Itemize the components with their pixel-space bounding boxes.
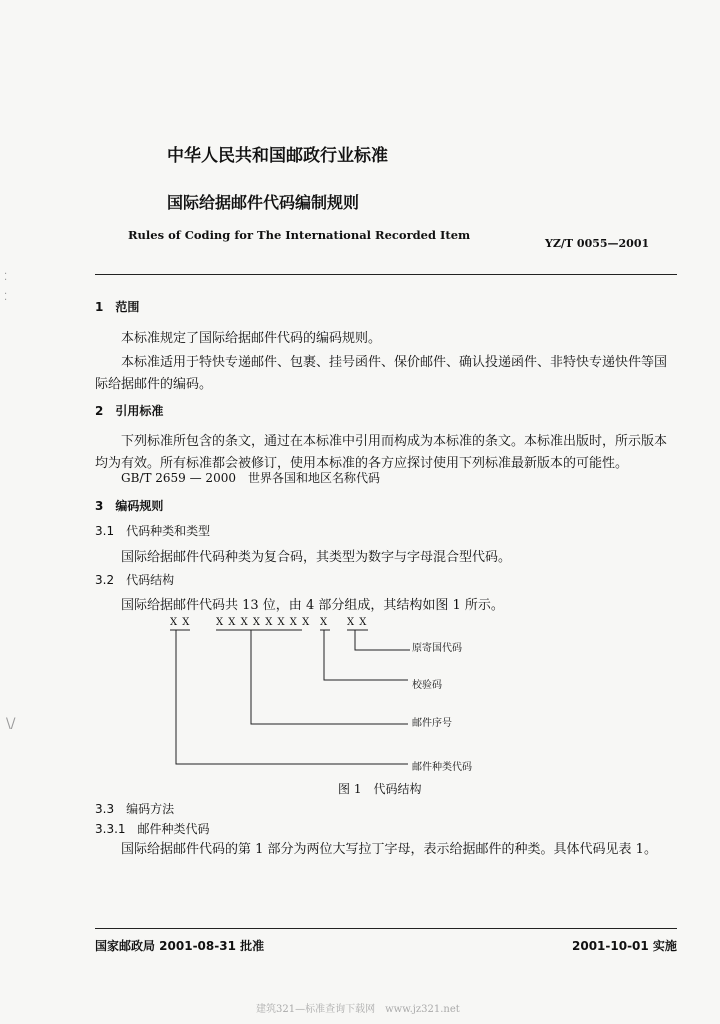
standard-number: YZ/T 0055—2001 (545, 237, 650, 250)
scan-mark-top: ⁚ (4, 272, 8, 283)
section-3-2-heading: 3.2 代码结构 (95, 573, 175, 587)
code-group-serial: X X X X X X X X (216, 617, 311, 628)
leader-origin (355, 630, 410, 650)
section-2-heading: 2 引用标准 (95, 404, 164, 418)
english-title: Rules of Coding for The International Recorded Item (128, 228, 471, 242)
label-origin-country-code: 原寄国代码 (412, 643, 462, 654)
code-group-origin: X X (347, 617, 368, 628)
scan-mark-bottom: \/ (6, 716, 16, 732)
section-3-2-text: 国际给据邮件代码共 13 位，由 4 部分组成，其结构如图 1 所示。 (121, 598, 504, 613)
leader-serial (251, 630, 408, 724)
section-3-1-heading: 3.1 代码种类和类型 (95, 524, 211, 538)
org-title: 中华人民共和国邮政行业标准 (167, 146, 388, 166)
doc-title: 国际给据邮件代码编制规则 (167, 193, 360, 212)
figure-caption: 图 1 代码结构 (338, 782, 422, 796)
footer-rule (95, 928, 677, 929)
label-check-digit: 校验码 (412, 680, 442, 691)
scan-mark-mid: ⁚ (4, 292, 8, 303)
effective-date: 2001-10-01 实施 (572, 939, 677, 953)
section-1-p1: 本标准规定了国际给据邮件代码的编码规则。 (121, 331, 382, 346)
section-1-p2-line1: 本标准适用于特快专递邮件、包裹、挂号函件、保价邮件、确认投递函件、非特快专递快件等国 (121, 355, 668, 370)
leader-check (324, 630, 408, 680)
approval-line: 国家邮政局 2001-08-31 批准 (95, 939, 265, 953)
section-2-p1-line2: 均为有效。所有标准都会被修订，使用本标准的各方应探讨使用下列标准最新版本的可能性。 (95, 456, 629, 471)
section-3-3-heading: 3.3 编码方法 (95, 802, 175, 816)
section-1-heading: 1 范围 (95, 300, 140, 314)
section-3-3-1-heading: 3.3.1 邮件种类代码 (95, 822, 210, 836)
section-2-p1-line1: 下列标准所包含的条文，通过在本标准中引用而构成为本标准的条文。本标准出版时，所示版本 (121, 434, 668, 449)
watermark: 建筑321—标准查询下载网 www.jz321.net (256, 1004, 460, 1015)
section-3-1-text: 国际给据邮件代码种类为复合码，其类型为数字与字母混合型代码。 (121, 550, 512, 565)
section-3-heading: 3 编码规则 (95, 499, 164, 513)
code-group-check: X (320, 617, 328, 628)
label-serial-number: 邮件序号 (412, 718, 452, 729)
section-1-p2-line2: 际给据邮件的编码。 (95, 377, 213, 392)
section-3-3-1-text: 国际给据邮件代码的第 1 部分为两位大写拉丁字母，表示给据邮件的种类。具体代码见表 1。 (121, 842, 657, 857)
code-group-type: X X (170, 617, 191, 628)
section-2-reference: GB/T 2659 — 2000 世界各国和地区名称代码 (121, 471, 380, 485)
label-item-type-code: 邮件种类代码 (412, 762, 472, 773)
